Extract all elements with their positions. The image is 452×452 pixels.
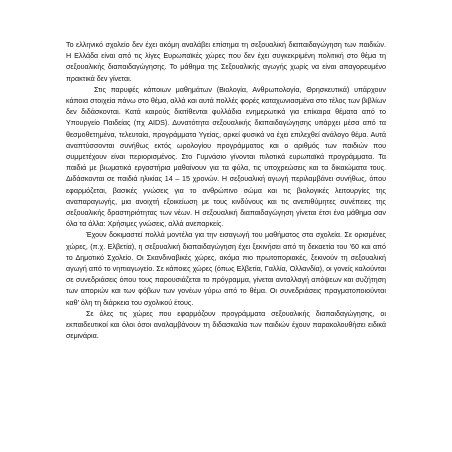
- paragraph-teacher-training: Σε όλες τις χώρες που εφαρμόζουν προγράμματα σεξουαλικής διαπαιδαγώγησης, οι εκπαιδευτικοί και όλοι όσοι αναλαμβάνουν τη διδασκαλία των παιδιών έχουν παρακολουθήσει ειδικά σεμινάρια.: [66, 309, 386, 341]
- paragraph-models: Έχουν δοκιμαστεί πολλά μοντέλα για την εισαγωγή του μαθήματος στα σχολεία. Σε ορισμένες χώρες, (π.χ. Ελβετία), η σεξουαλική διαπαιδαγώγηση έχει ξεκινήσει από τη δεκαετία του '60 και από το Δημοτικό Σχολείο. Οι Σκανδιναβικές χώρες, ακόμα πιο πρωτοποριακές, ξεκινούν τη σεξουαλική αγωγή από το νηπιαγωγείο. Σε κάποιες χώρες (όπως Ελβετία, Γαλλία, Ολλανδία), οι γονείς καλούνται σε συνεδριάσεις όπου τους παρουσιάζεται το πρόγραμμα, γίνεται ανταλλαγή απόψεων και συζήτηση των αποριών και των φόβων των γονέων γύρω από το θέμα. Οι συνεδριάσεις πραγματοποιούνται καθ' όλη τη διάρκεια του σχολικού έτους.: [66, 231, 386, 307]
- document-body: [66, 40, 386, 342]
- paragraph-curriculum: Στις παρυφές κάποιων μαθημάτων (Βιολογία, Ανθρωπολογία, Θρησκευτικά) υπάρχουν κάποια στοιχεία πάνω στο θέμα, αλλά και αυτά πολλές φορές καταχωνιασμένα στο τέλος των βιβλίων δεν διδάσκονται. Κατά καιρούς διατίθενται φυλλάδια ενημερωτικά για επίκαιρα θέματα από το Υπουργείο Παιδείας (πχ AIDS). Δυνατότητα σεξουαλικής διαπαιδαγώγησης υπάρχει μέσα από τα θεσμοθετημένα, τελευταία, προγράμματα Υγείας, αρκεί φυσικά να έχει επιλεχθεί ανάλογο θέμα. Αυτά αναπτύσσονται συνήθως εκτός ωρολογίου προγράμματος και ο αριθμός των παιδιών που συμμετέχουν είναι περιορισμένος. Στο Γυμνάσιο γίνονται πιλοτικά ευρωπαϊκά προγράμματα. Τα παιδιά με βιωματικά εργαστήρια μαθαίνουν για τα φύλα, τις υποχρεώσεις και τα δικαιώματα τους. Διδάσκονται σε παιδιά ηλικίας 14 – 15 χρονών. Η σεξουαλική αγωγή περιλαμβάνει συνήθως, όπου εφαρμόζεται, βασικές γνώσεις για το ανθρώπινο σώμα και τις βιολογικές λειτουργίες της αναπαραγωγής, μια ανοιχτή εξοικείωση με τους κινδύνους και τις ανεπιθύμητες συνέπειες της σεξουαλικής δραστηριότητας των νέων. Η σεξουαλική διαπαιδαγώγηση γίνεται έτσι ένα μάθημα σαν όλα τα άλλα: Χρήσιμες γνώσεις, αλλά ανεπαρκείς.: [66, 85, 386, 229]
- paragraph-intro: Το ελληνικό σχολείο δεν έχει ακόμη αναλάβει επίσημα τη σεξουαλική διαπαιδαγώγηση των παιδιών. Η Ελλάδα είναι από τις λίγες Ευρωπαϊκές χώρες που δεν έχει συγκεκριμένη πολιτική στο θέμα τη σεξουαλικής διαπαιδαγώγησης. Το μάθημα της Σεξουαλικής αγωγής χωρίς να είναι απαγορευμένο πρακτικά δεν γίνεται.: [66, 41, 386, 83]
